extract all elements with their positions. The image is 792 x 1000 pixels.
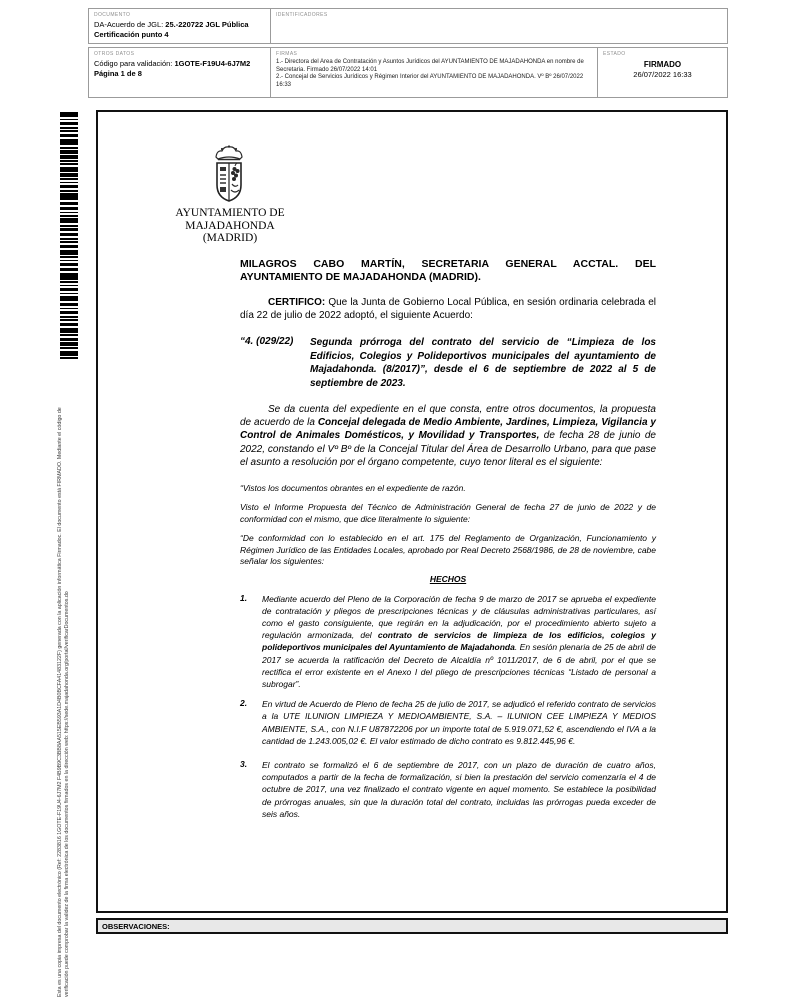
- proposal-paragraph: [240, 403, 656, 469]
- letterhead: [150, 207, 310, 245]
- letterhead-line2: MAJADAHONDA: [185, 219, 275, 232]
- coat-of-arms-icon: [202, 144, 256, 206]
- header-cell-otros-datos: [88, 47, 271, 98]
- codigo-prefix: Código para validación:: [94, 59, 175, 68]
- hecho-2-text: [262, 698, 656, 747]
- certifico-text: Que la Junta de Gobierno Local Pública, en sesión ordinaria celebrada el día 22 de julio de 2022 adoptó, el siguiente Acuerdo:: [240, 297, 656, 321]
- proposal-part1: Se da cuenta del expediente en el que consta, entre otros documentos, la propuesta de acuerdo de la: [240, 404, 656, 429]
- secretary-heading: MILAGROS CABO MARTÍN, SECRETARIA GENERAL ACCTAL. DEL AYUNTAMIENTO DE MAJADAHONDA (MADRID).: [240, 258, 656, 283]
- hecho-1-bold: contrato de servicios de limpieza de los edificios, colegios y polideportivos municipales del Ayuntamiento de Majadahonda: [262, 630, 656, 653]
- firma-entry-1: 1.- Directora del Area de Contratación y Asuntos Jurídicos del AYUNTAMIENTO DE MAJADAHONDA en nombre de Secretaria. Firmado 26/07/2022 14:01: [276, 59, 584, 73]
- identificadores-label: IDENTIFICADORES: [276, 12, 328, 18]
- letterhead-line3: (MADRID): [202, 232, 258, 244]
- hecho-1-part2: . En sesión plenaria de 25 de abril de 2017 se acuerda la ratificación del Decreto de Alcaldía nº 1011/2017, de 6 de abril, por el que se rectifica el error existente en el Anexo I del pliego de prescripciones técnicas “Listado de personal a subrogar”.: [262, 642, 656, 689]
- firmas-label: FIRMAS: [276, 51, 298, 57]
- documento-line2: Certificación punto 4: [94, 29, 169, 39]
- agreement-number: “4. (029/22): [240, 336, 294, 347]
- hecho-2-number: 2.: [240, 698, 248, 709]
- proposal-bold: Concejal delegada de Medio Ambiente, Jardines, Limpieza, Vigilancia y Control de Animales Domésticos, y Movilidad y Transportes,: [240, 417, 656, 442]
- conformidad-paragraph: “De conformidad con lo establecido en el art. 175 del Reglamento de Organización, Funcionamiento y Régimen Jurídico de las Entidades Locales, aprobado por Real Decreto 2568/1986, de 28 de noviembre, cabe señalar los siguientes:: [240, 533, 656, 567]
- observaciones-bar: [96, 918, 728, 934]
- header-cell-identificadores: [270, 8, 728, 44]
- vistos-paragraph: “Vistos los documentos obrantes en el expediente de razón.: [240, 483, 466, 494]
- hecho-1-part1: Mediante acuerdo del Pleno de la Corporación de fecha 9 de marzo de 2017 se aprueba el expediente de contratación y pliegos de prescripciones técnicas y de cláusulas administrativas particulares, así como el gasto consiguiente, que regirán en la adjudicación, por el procedimiento abierto sujeto a regulación armonizada, del: [262, 593, 656, 641]
- certificate-body: [240, 258, 656, 820]
- legal-side-print-line2: verificación puede comprobar la validez de la firma electrónica de los documentos firmados en la dirección web: https://sede.majadahonda.org/portal/verificarDocumentos.do: [63, 591, 70, 997]
- hecho-item-2: [240, 698, 656, 747]
- hecho-1-number: 1.: [240, 592, 248, 603]
- header-cell-documento: [88, 8, 271, 44]
- otros-datos-label: OTROS DATOS: [94, 51, 135, 57]
- documento-number: 25.-220722 JGL Pública: [165, 20, 249, 29]
- hecho-3-part1: El contrato se formalizó el 6 de septiembre de 2017, con un plazo de duración de cuatro años, computados a partir de la fecha de formalización, si bien la prestación del servicio comenzaría el 4 de octubre de 2017, una vez finalizado el contrato vigente en aquel momento. Se establece la posibilidad de prórrogas anuales, sin que la duración total del contrato, incluidas las prórrogas pueda exceder de seis años.: [262, 759, 656, 819]
- observaciones-label: OBSERVACIONES:: [102, 922, 170, 931]
- codigo-validacion: [94, 59, 265, 78]
- documento-prefix: DA-Acuerdo de JGL:: [94, 20, 166, 29]
- estado-label: ESTADO: [603, 51, 626, 57]
- barcode: [60, 112, 78, 360]
- hecho-item-3: [240, 759, 656, 820]
- agreement-block: [240, 336, 656, 390]
- status-badge: FIRMADO: [643, 60, 682, 69]
- informe-paragraph: Visto el Informe Propuesta del Técnico de Administración General de fecha 27 de junio de 2022 y de conformidad con el mismo, que dice literalmente lo siguiente:: [240, 502, 656, 524]
- hecho-item-1: [240, 593, 656, 691]
- hechos-heading: HECHOS: [429, 573, 467, 584]
- documento-value: [94, 20, 265, 39]
- hecho-3-number: 3.: [240, 758, 248, 769]
- legal-side-print: [57, 379, 71, 997]
- header-cell-estado: [597, 47, 728, 98]
- page-indicator: Página 1 de 8: [94, 68, 142, 78]
- header-cell-firmas: [270, 47, 598, 98]
- codigo-value: 1GOTE-F19U4-6J7M2: [174, 59, 251, 68]
- proposal-part2: de fecha 28 de junio de 2022, constando el Vº Bº de la Concejal Titular del Área de Desarrollo Urbano, para que pase el asunto a resolución por el órgano competente, cuyo tenor literal es el siguiente:: [240, 430, 656, 468]
- hecho-2-part1: En virtud de Acuerdo de Pleno de fecha 25 de julio de 2017, se adjudicó el referido contrato de servicios a la UTE ILUNION LIMPIEZA Y MEDIOAMBIENTE, S.A. – ILUNION CEE LIMPIEZA Y MEDIOS AMBIENTE, S.A., con N.I.F U87872206 por un importe total de 5.919.071,52 €, ascendiendo el IVA a la cantidad de 1.243.005,02 €. El valor estimado de dicho contrato es 9.812.445,96 €.: [262, 699, 656, 746]
- status-timestamp: 26/07/2022 16:33: [633, 70, 692, 79]
- letterhead-line1: AYUNTAMIENTO DE: [175, 207, 285, 219]
- hecho-1-text: [262, 593, 656, 691]
- agreement-title: Segunda prórroga del contrato del servicio de “Limpieza de los Edificios, Colegios y Polideportivos municipales del ayuntamiento de Majadahonda. (8/2017)”, desde el 6 de septiembre de 2022 al 5 de septiembre de 2023.: [310, 337, 656, 389]
- documento-label: DOCUMENTO: [94, 12, 131, 18]
- certifico-paragraph: [240, 296, 656, 322]
- firma-entry-2: 2.- Concejal de Servicios Jurídicos y Régimen Interior del AYUNTAMIENTO DE MAJADAHONDA. Vº Bº 26/07/2022 16:33: [276, 74, 584, 88]
- hecho-3-text: [262, 759, 656, 820]
- certifico-keyword: CERTIFICO:: [268, 297, 326, 308]
- legal-side-print-line1: Esta es una copia impresa del documento electrónico (Ref: 2283816 1GOTE-F19U4-6J7M2 F4B9B9C3BB8AA515EB593A1D4B0BCFA41483122F) generada con la aplicación informática Firmadoc. El documento está FIRMADO. Mediante el código de: [57, 407, 63, 997]
